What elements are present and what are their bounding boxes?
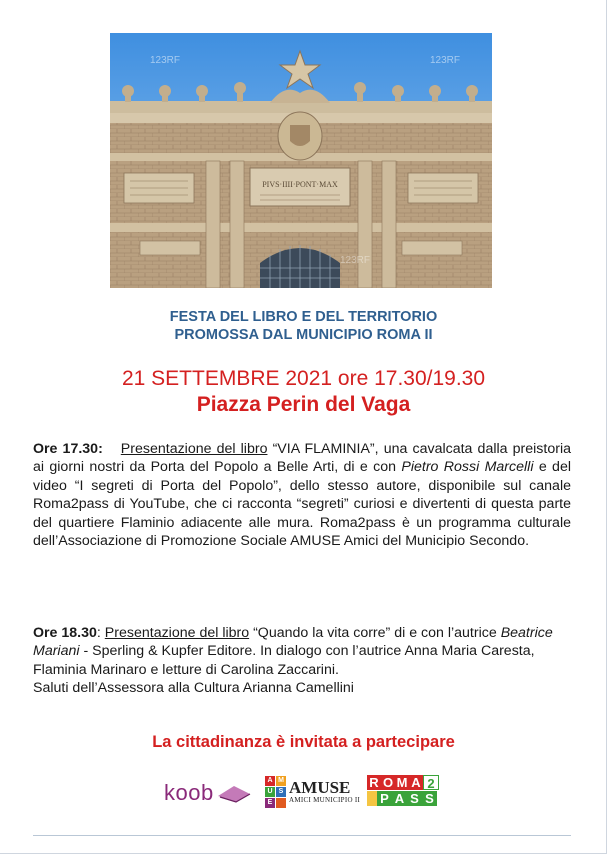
roma-letter: P [377, 791, 392, 806]
roma-letter: A [409, 775, 423, 790]
subtitle-line-2: PROMOSSA DAL MUNICIPIO ROMA II [174, 327, 433, 343]
amuse-letter: A [265, 776, 275, 786]
author-name: Beatrice Mariani [33, 625, 553, 660]
amuse-letter: S [276, 787, 286, 797]
greeting-text: Saluti dell’Assessora alla Cultura Arianna Camellini [33, 680, 354, 697]
event-paragraph-1830 [33, 624, 571, 698]
amuse-letter-grid [265, 776, 286, 808]
description-text: e del video “I segreti di Porta del Popolo”, dello stesso autore, disponibile sul canale Roma2pass di YouTube, che ci racconta “segreti” curiosi e divertenti di questa parte del quartiere Flaminio adiacente alle mura. Roma2pass è un programma culturale dell’Associazione di Promozione Sociale AMUSE Amici del Municipio Secondo. [33, 459, 571, 550]
presentation-label: Presentazione del libro [120, 441, 268, 457]
time-label: Ore 18.30 [33, 625, 97, 641]
koob-book-icon [216, 782, 252, 804]
description-text: - Sperling & Kupfer Editore. In dialogo con l’autrice Anna Maria Caresta, Flaminia Marinaro e letture di Carolina Zaccarini. [33, 643, 535, 678]
description-text: “VIA FLAMINIA”, una cavalcata dalla preistoria ai giorni nostri da Porta del Popolo a Belle Arti, di e con [33, 441, 571, 476]
amuse-subtitle: AMICI MUNICIPIO II [289, 796, 361, 804]
amuse-letter: M [276, 776, 286, 786]
amuse-letter: U [265, 787, 275, 797]
hero-inscription: PIVS·IIII·PONT·MAX [262, 180, 338, 189]
event-date-time: 21 SETTEMBRE 2021 ore 17.30/19.30 [121, 367, 486, 390]
time-label: Ore 17.30: [33, 441, 103, 457]
presentation-label: Presentazione del libro [104, 625, 250, 641]
watermark: 123RF [340, 255, 371, 266]
watermark: 123RF [150, 55, 181, 66]
hero-photo-porta-del-popolo [110, 33, 492, 288]
koob-logo [164, 778, 252, 808]
bottom-divider [33, 835, 571, 836]
roma2pass-logo [367, 775, 441, 806]
invitation-text: La cittadinanza è invitata a partecipare [152, 733, 455, 751]
amuse-letter [276, 798, 286, 808]
roma-letter: M [396, 775, 408, 790]
event-paragraph-1730 [33, 440, 571, 550]
roma-letter: 2 [423, 775, 439, 790]
amuse-letter: E [265, 798, 275, 808]
roma-letter: O [382, 775, 394, 790]
roma-letter: A [392, 791, 407, 806]
roma-letter: R [367, 775, 381, 790]
roma-letter: S [407, 791, 422, 806]
watermark: 123RF [430, 55, 461, 66]
subtitle-line-1: FESTA DEL LIBRO E DEL TERRITORIO [169, 309, 438, 325]
koob-wordmark: koob [164, 780, 214, 805]
colon: : [96, 625, 105, 641]
event-location: Piazza Perin del Vaga [196, 393, 411, 416]
roma-letter: S [422, 791, 437, 806]
amuse-logo [265, 775, 360, 809]
roma-dot [367, 791, 377, 806]
amuse-title: AMUSE [289, 778, 351, 797]
author-name: Pietro Rossi Marcelli [401, 459, 534, 476]
description-text: “Quando la vita corre” di e con l’autrice [249, 625, 501, 641]
